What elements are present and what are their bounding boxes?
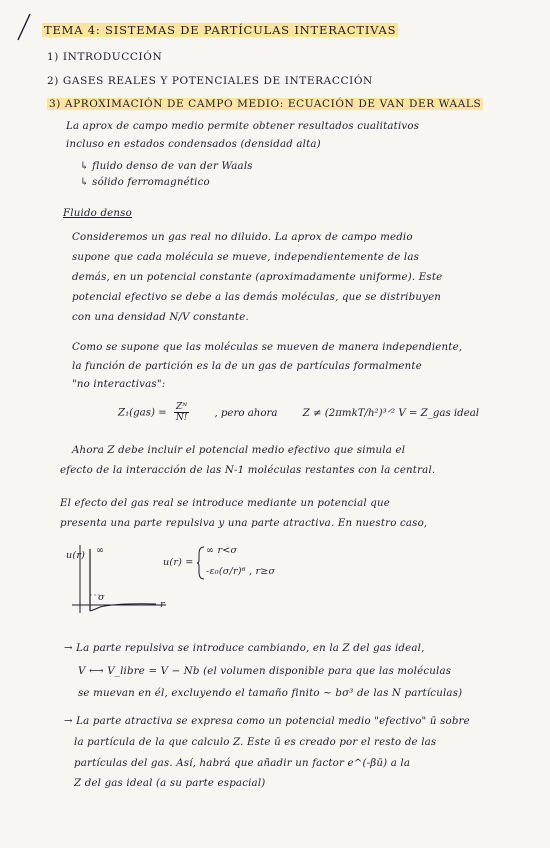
section-2: 2) GASES REALES Y POTENCIALES DE INTERACCIÓN: [47, 75, 373, 87]
para2-line-1: Como se supone que las moléculas se mueven de manera independiente,: [72, 342, 463, 353]
intro-line-1: La aprox de campo medio permite obtener resultados cualitativos: [66, 121, 420, 132]
piecewise-brace: [197, 546, 205, 580]
formula-fraction: [174, 402, 189, 423]
intro-line-4: ↳ sólido ferromagnético: [80, 177, 210, 188]
para2-line-2: la función de partición es la de un gas de partículas formalmente: [72, 361, 422, 372]
intro-line-3: ↳ fluido denso de van der Waals: [80, 161, 253, 172]
para1-line-2: supone que cada molécula se mueve, independientemente de las: [72, 252, 420, 263]
bullet1-line-3: se muevan en él, excluyendo el tamaño finito ~ bσ³ de las N partículas): [78, 688, 463, 699]
bullet2-line-4: Z del gas ideal (a su parte espacial): [74, 778, 266, 789]
margin-stroke: [14, 12, 34, 42]
formula-mid: , pero ahora: [214, 407, 278, 419]
formula-rhs: Z ≠ (2πmkT/h²)³ᐟ² V = Z_gas ideal: [302, 407, 480, 419]
bullet2-line-3: partículas del gas. Así, habrá que añadir un factor e^(-βū) a la: [74, 758, 411, 769]
graph-ylabel: u(r): [66, 550, 86, 561]
potential-eq-lhs: u(r) =: [163, 557, 194, 568]
graph-infinity: ∞: [96, 545, 105, 556]
fluido-heading: Fluido denso: [63, 208, 132, 219]
potential-case-1: ∞ r<σ: [206, 545, 238, 556]
section-3: 3) APROXIMACIÓN DE CAMPO MEDIO: ECUACIÓN DE VAN DER WAALS: [49, 98, 482, 110]
formula-denominator: N!: [175, 413, 188, 423]
bullet2-line-1: → La parte atractiva se expresa como un potencial medio "efectivo" ū sobre: [64, 716, 470, 727]
page-title: TEMA 4: SISTEMAS DE PARTÍCULAS INTERACTIVAS: [44, 23, 397, 37]
para1-line-1: Consideremos un gas real no diluido. La aprox de campo medio: [72, 232, 413, 243]
formula-lhs: Z₁(gas) =: [118, 407, 167, 419]
section-1: 1) INTRODUCCIÓN: [47, 51, 163, 63]
intro-line-2: incluso en estados condensados (densidad alta): [66, 139, 321, 150]
graph-r: r: [160, 599, 165, 610]
para1-line-5: con una densidad N/V constante.: [72, 312, 249, 323]
para1-line-3: demás, en un potencial constante (aproximadamente uniforme). Este: [72, 272, 443, 283]
bullet2-line-2: la partícula de la que calculo Z. Este ū es creado por el resto de las: [74, 737, 437, 748]
formula-numerator: Zᴺ: [175, 402, 188, 412]
graph-sigma: σ: [98, 592, 105, 603]
para3-line-1: Ahora Z debe incluir el potencial medio efectivo que simula el: [72, 445, 406, 456]
para4-line-2: presenta una parte repulsiva y una parte atractiva. En nuestro caso,: [60, 518, 428, 529]
para3-line-2: efecto de la interacción de las N-1 moléculas restantes con la central.: [60, 465, 436, 476]
potential-case-2: -ε₀(σ/r)⁶ , r≥σ: [206, 566, 276, 577]
para1-line-4: potencial efectivo se debe a las demás moléculas, que se distribuyen: [72, 292, 442, 303]
bullet1-line-2: V ⟷ V_libre = V − Nb (el volumen disponible para que las moléculas: [78, 666, 452, 677]
para4-line-1: El efecto del gas real se introduce mediante un potencial que: [60, 498, 390, 509]
bullet1-line-1: → La parte repulsiva se introduce cambiando, en la Z del gas ideal,: [64, 643, 425, 654]
para2-line-3: "no interactivas":: [72, 379, 166, 390]
partition-function-formula: [118, 402, 479, 423]
